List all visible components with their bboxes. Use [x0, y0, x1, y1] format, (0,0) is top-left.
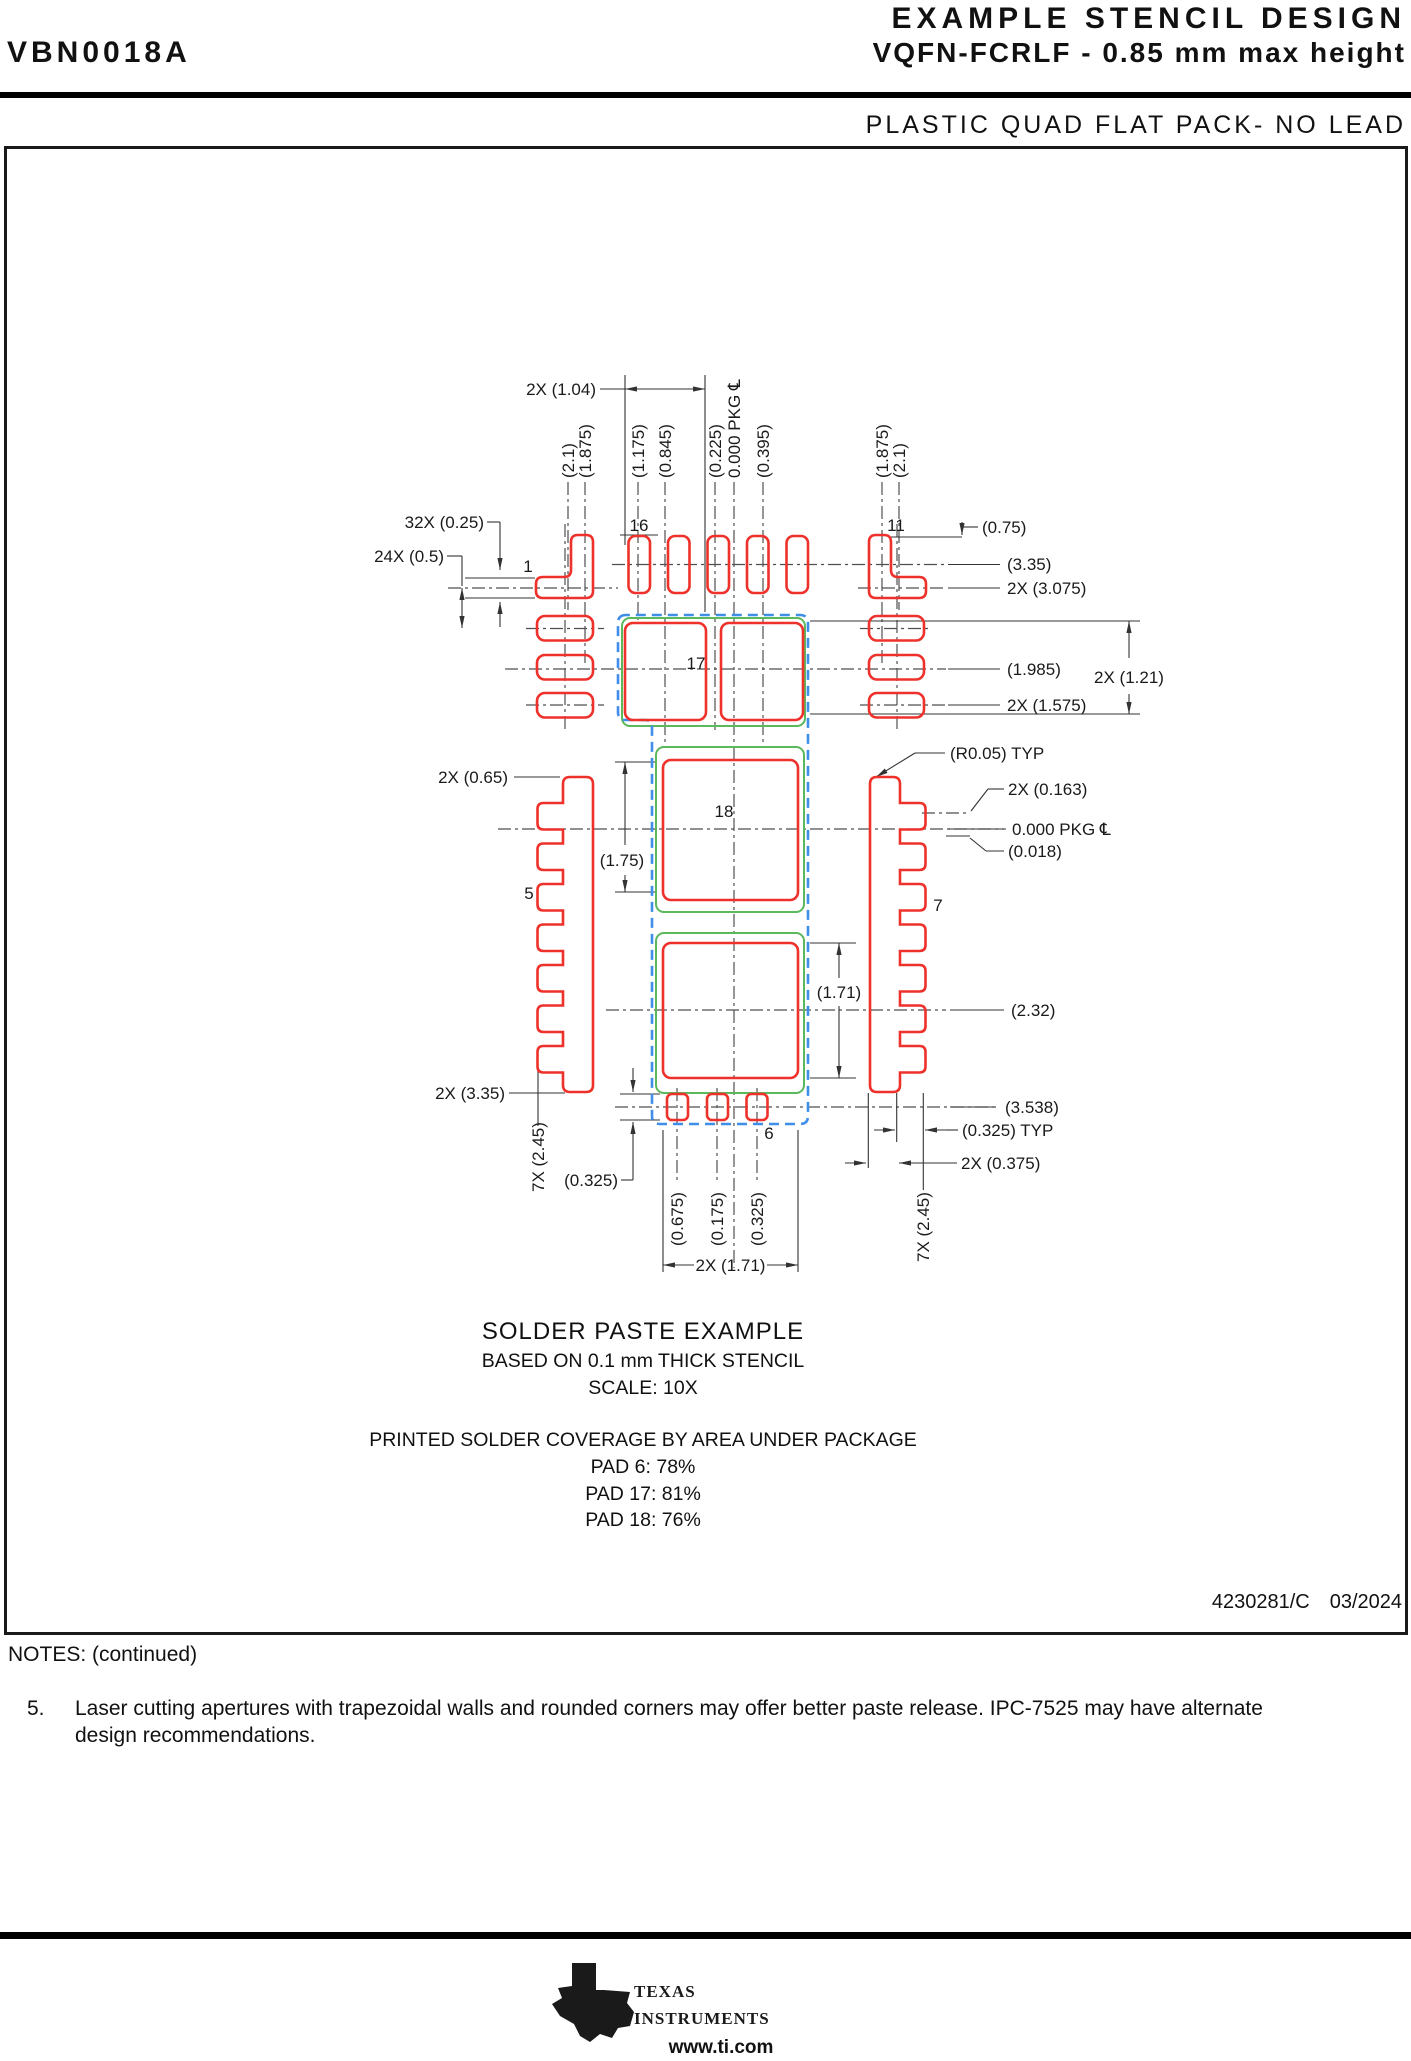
pad17-aperture-b [721, 623, 803, 720]
pad18-aperture [663, 760, 798, 900]
dim-2-1-left: (2.1) [559, 443, 578, 478]
coverage-pad6: PAD 6: 78% [590, 1456, 696, 1478]
note5-line1: Laser cutting apertures with trapezoidal walls and rounded corners may offer better paste release. IPC-7525 may have alternate [75, 1697, 1263, 1720]
ti-mark: ti [574, 2003, 585, 2022]
dim-pkg-centerline-right: 0.000 PKG ℄ [1012, 820, 1111, 839]
dim-7x-2-45-left: 7X (2.45) [529, 1122, 548, 1192]
pin-1-label: 1 [523, 557, 533, 576]
dim-3-538: (3.538) [1005, 1098, 1059, 1117]
dim-2x-1-04: 2X (1.04) [526, 380, 596, 399]
solder-paste-line2: BASED ON 0.1 mm THICK STENCIL [481, 1350, 805, 1372]
right-comb-pad7 [870, 777, 926, 1092]
dim-1-75: (1.75) [599, 851, 645, 870]
pin-7-label: 7 [933, 896, 943, 915]
dim-2x-3-075: 2X (3.075) [1007, 579, 1087, 598]
solder-paste-title: SOLDER PASTE EXAMPLE [481, 1318, 805, 1345]
page-title: EXAMPLE STENCIL DESIGN [891, 2, 1406, 35]
dim-2x-1-21: 2X (1.21) [1094, 668, 1164, 687]
dim-0-325-left: (0.325) [564, 1171, 618, 1190]
part-number: VBN0018A [7, 36, 191, 69]
pin-6-label: 6 [764, 1124, 774, 1143]
dim-1-875-right: (1.875) [873, 424, 892, 478]
dim-0-675: (0.675) [668, 1192, 687, 1246]
notes-title: NOTES: (continued) [8, 1643, 198, 1666]
stencil-apertures-red [536, 535, 926, 1120]
coverage-pad17: PAD 17: 81% [585, 1483, 701, 1505]
doc-date: 03/2024 [1329, 1591, 1402, 1613]
pad6-outline [656, 933, 804, 1093]
dim-2-1-right: (2.1) [890, 443, 909, 478]
dim-1-985: (1.985) [1007, 660, 1061, 679]
dim-2x-1-575: 2X (1.575) [1007, 696, 1087, 715]
dim-2x-0-163: 2X (0.163) [1008, 780, 1088, 799]
pad-outlines-green [622, 618, 805, 1093]
website-link[interactable]: www.ti.com [668, 2037, 774, 2058]
package-outline-blue [618, 615, 808, 1124]
left-comb-pad5 [538, 777, 594, 1092]
dim-2x-3-35: 2X (3.35) [435, 1084, 505, 1103]
dim-2x-0-375: 2X (0.375) [961, 1154, 1041, 1173]
dim-2x-0-65: 2X (0.65) [438, 768, 508, 787]
dim-0-75: (0.75) [982, 518, 1027, 537]
dim-pkg-centerline-top: 0.000 PKG ℄ [725, 379, 744, 478]
pin-17-label: 17 [686, 654, 706, 673]
dim-0-175: (0.175) [708, 1192, 727, 1246]
dim-0-225: (0.225) [706, 424, 725, 478]
ti-logo [552, 1963, 770, 2042]
dim-1-875-left: (1.875) [576, 424, 595, 478]
dim-2-32: (2.32) [1011, 1001, 1056, 1020]
dim-0-845: (0.845) [656, 424, 675, 478]
doc-number: 4230281/C [1211, 1591, 1310, 1613]
pin-11-label: 11 [887, 516, 905, 535]
coverage-title: PRINTED SOLDER COVERAGE BY AREA UNDER PACKAGE [369, 1429, 917, 1451]
dim-0-325-bottom: (0.325) [748, 1192, 767, 1246]
dim-2x-1-71: 2X (1.71) [695, 1256, 766, 1275]
doc-number-line [1212, 1591, 1402, 1614]
coverage-pad18: PAD 18: 76% [585, 1509, 701, 1531]
dim-32x-0-25: 32X (0.25) [404, 513, 484, 532]
dim-0-325-typ: (0.325) TYP [962, 1121, 1054, 1140]
dim-24x-0-5: 24X (0.5) [374, 547, 444, 566]
dim-3-35: (3.35) [1007, 555, 1052, 574]
dim-r0-05-typ: (R0.05) TYP [950, 744, 1045, 763]
dim-1-71-vertical: (1.71) [816, 983, 862, 1002]
pin-16-label: 16 [629, 516, 649, 535]
pin-18-label: 18 [714, 802, 734, 821]
note5-number: 5. [27, 1697, 45, 1720]
dim-7x-2-45-right: 7X (2.45) [914, 1192, 933, 1262]
footer-rule [0, 1932, 1411, 1939]
package-subtitle: VQFN-FCRLF - 0.85 mm max height [872, 37, 1406, 68]
dim-0-018: (0.018) [1008, 842, 1062, 861]
dim-0-395: (0.395) [754, 424, 773, 478]
pad17-outline [622, 618, 805, 726]
dim-1-175: (1.175) [629, 424, 648, 478]
pin-5-label: 5 [524, 884, 534, 903]
package-type: PLASTIC QUAD FLAT PACK- NO LEAD [865, 111, 1406, 139]
solder-paste-line3: SCALE: 10X [588, 1377, 698, 1399]
brand-instruments: INSTRUMENTS [634, 2009, 770, 2028]
brand-texas: TEXAS [634, 1982, 696, 2001]
note5-line2: design recommendations. [75, 1724, 316, 1747]
texas-map-icon [552, 1963, 634, 2042]
